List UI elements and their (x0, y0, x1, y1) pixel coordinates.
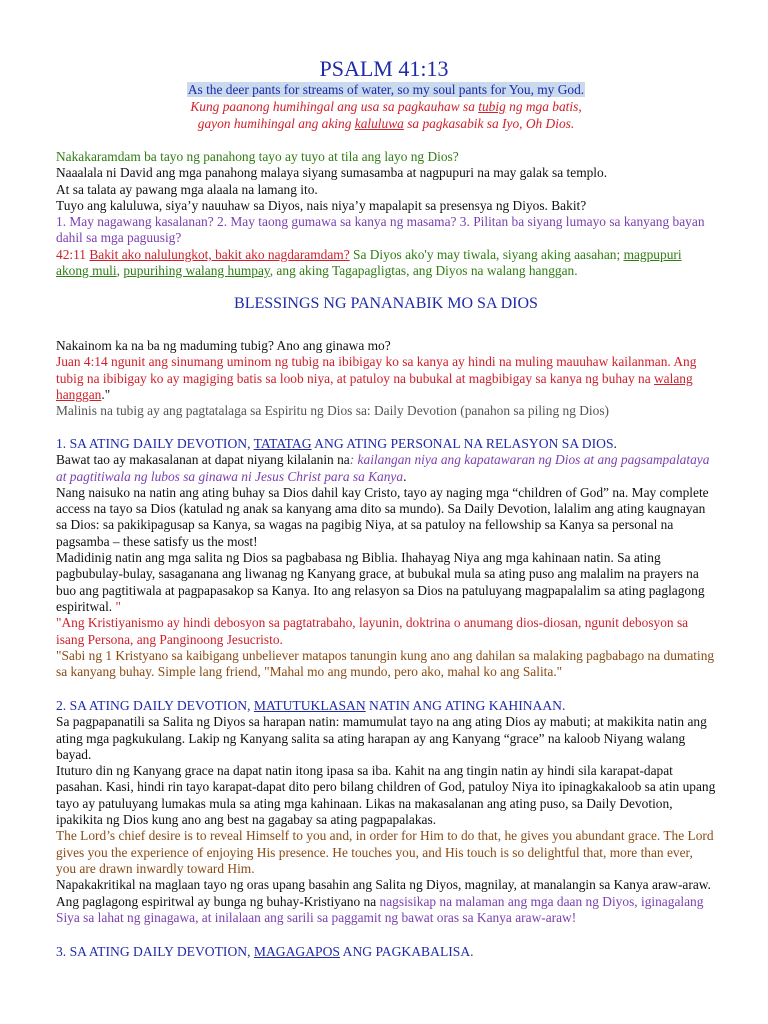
blessings-question: Nakainom ka na ba ng maduming tubig? Ano ang ginawa mo? (56, 338, 391, 353)
section-1-para-3 (56, 550, 716, 615)
blessings-section (56, 338, 716, 419)
para-text: " (112, 598, 121, 614)
intro-line: Naaalala ni David ang mga panahong malaya siyang sumasamba at nagpupuri na may galak sa templo. (56, 165, 608, 181)
para-text: . (403, 468, 407, 484)
section-2-para-4 (56, 877, 716, 926)
section-1-heading (56, 436, 716, 452)
heading-keyword: MATUTUKLASAN (253, 698, 366, 713)
para-text: Napakakritikal na maglaan tayo ng oras upang basahin ang Salita ng Diyos, magnilay, at manalangin sa Kanya araw-araw. Ang paglagong espiritwal ay bunga ng buhay-Kristiyano na (56, 877, 711, 909)
verse-underlined: magpupuri akong muli (56, 246, 682, 279)
verse-text: sa pagkasabik sa Iyo, Oh Dios. (403, 116, 575, 131)
section-1-para-1 (56, 452, 716, 485)
intro-questions: 1. May nagawang kasalanan? 2. May taong gumawa sa kanya ng masama? 3. Pilitan ba siyang lumayo sa kanyang bayan dahil sa mga paguusig? (56, 214, 705, 246)
verse-ref: 42:11 (56, 246, 90, 262)
john-4-14 (56, 354, 716, 403)
intro-question: Nakakaramdam ba tayo ng panahong tayo ay tuyo at tila ang layo ng Dios? (56, 149, 459, 164)
intro-line: At sa talata ay pawang mga alaala na lamang ito. (56, 181, 318, 197)
heading-text: . (613, 436, 617, 451)
verse-underlined-word: tubig (478, 99, 506, 114)
verse-text: , (116, 263, 124, 279)
heading-text: 3. SA ATING DAILY DEVOTION, (56, 944, 254, 959)
section-1-para-2: Nang naisuko na natin ang ating buhay sa Dios dahil kay Cristo, tayo ay naging mga “children of God” na. May complete access na tayo sa Dios (katulad ng anak sa kanyang ama dito sa mundo). Sa Daily Devotion, lalalim ang ating kaugnayan sa Dios: sa pakikipagusap sa Kanya, sa wagas na pagibig Niya, at sa patuloy na fellowship sa Kanya sa personal na pagsamba – these satisfy us the most! (56, 484, 709, 549)
heading-keyword: MAGAGAPOS (253, 944, 340, 959)
verse-text: Sa Diyos ako'y may tiwala, siyang aking aasahan; (349, 246, 624, 262)
para-italic: : kailangan niya ang kapatawaran ng Dios at ang pagsampalataya at pagtitiwala ng lubos sa ginawa ni Jesus Christ para sa Kanya (56, 452, 710, 484)
verse-underlined: pupurihing walang humpay (123, 263, 270, 279)
section-1 (56, 436, 716, 680)
verse-underlined-word: kaluluwa (354, 116, 404, 131)
para-text: Madidinig natin ang mga salita ng Dios sa pagbabasa ng Biblia. Ihahayag Niya ang mga kahinaan natin. Sa ating pagbubulay-bulay, sasaganana ang liwanag ng Kanyang grace, at bubukal mula sa ating puso ang malalim na prayers na buo ang pagtitiwala at pagpapasakop sa Kanya. Ito ang relasyon sa Dios na patuluyang magpapalalim sa ating paglagong espiritwal. (56, 550, 705, 614)
heading-text: NATIN ANG ATING KAHINAAN. (365, 698, 566, 713)
verse-question: Bakit ako nalulungkot, bakit ako nagdaramdam? (89, 246, 350, 262)
psalm-42-11 (56, 247, 716, 280)
verse-text: Juan 4:14 ngunit ang sinumang uminom ng tubig na ibibigay ko sa kanya ay hindi na muling mauuhaw kailanman. Ang tubig na ibibigay ko ay magiging batis sa loob niya, at patuloy na bubukal at magbibigay sa kanya ng buhay na (56, 354, 697, 386)
clean-water-line: Malinis na tubig ay ang pagtatalaga sa Espiritu ng Dios sa: Daily Devotion (panahon sa piling ng Dios) (56, 403, 610, 419)
verse-underlined: walang hanggan (56, 370, 693, 402)
section-3 (56, 944, 716, 960)
verse-english-text: As the deer pants for streams of water, so my soul pants for You, my God. (187, 82, 585, 97)
verse-text: , ang aking Tagapagligtas, ang Diyos na walang hanggan. (269, 263, 578, 279)
section-2-heading (56, 698, 716, 714)
section-1-quote: "Ang Kristiyanismo ay hindi debosyon sa pagtatrabaho, layunin, doktrina o anumang dios-diosan, ngunit debosyon sa isang Persona, ang Panginoong Jesucristo. (56, 615, 689, 647)
verse-text: ." (101, 386, 111, 402)
section-1-story: "Sabi ng 1 Kristyano sa kaibigang unbeliever matapos tanungin kung ano ang dahilan sa malaking pagbabago na dumating sa kanyang buhay. Simple lang friend, "Mahal mo ang mundo, pero ako, mahal ko ang Salita." (56, 647, 715, 680)
page-title: PSALM 41:13 (319, 56, 449, 81)
para-highlight: nagsisikap na malaman ang mga daan ng Diyos, iginagalang Siya sa lahat ng ginagawa, at inilalaan ang sarili sa paggamit ng bawat oras sa Kanya araw-araw! (56, 893, 704, 925)
heading-text: ANG PAGKABALISA. (339, 944, 474, 959)
section-3-heading (56, 944, 716, 960)
intro-line: Tuyo ang kaluluwa, siya’y nauuhaw sa Diyos, nais niya’y mapalapit sa presensya ng Diyos. Bakit? (56, 197, 587, 213)
heading-text: 1. SA ATING DAILY DEVOTION, (56, 436, 254, 451)
section-2-para-2: Ituturo din ng Kanyang grace na dapat natin itong ipasa sa iba. Kahit na ang tingin natin ay hindi sila karapat-dapat pasahan. Kasi, hindi rin tayo karapat-dapat dito pero bilang children of God, patuloy Niya ito ipinagkakaloob sa atin upang tayo ay patuluyang lumakas mula sa ating mga kahinaan. Likas na makasalanan ang ating puso, sa Daily Devotion, ipakikita ng Dios kung ano ang best na gagabay sa ating pagpapalakas. (56, 763, 716, 828)
verse-english (56, 82, 716, 98)
blessings-heading: BLESSINGS NG PANANABIK MO SA DIOS (234, 295, 538, 312)
verse-tagalog-line-2 (56, 116, 716, 132)
verse-text: ng mga batis, (505, 99, 582, 114)
intro-section (56, 149, 716, 279)
verse-text: gayon humihingal ang aking (197, 116, 355, 131)
heading-text: 2. SA ATING DAILY DEVOTION, (56, 698, 254, 713)
section-2-quote: The Lord’s chief desire is to reveal Himself to you and, in order for Him to do that, he gives you abundant grace. The Lord gives you the experience of enjoying His presence. He touches you, and His touch is so delightful that, more than ever, you are drawn inwardly toward Him. (56, 828, 714, 876)
verse-tagalog-line-1 (56, 99, 716, 115)
verse-text: Kung paanong humihingal ang usa sa pagkauhaw sa (190, 99, 479, 114)
heading-keyword: TATATAG (253, 436, 312, 451)
para-text: Bawat tao ay makasalanan at dapat niyang kilalanin na (56, 452, 350, 468)
section-2 (56, 698, 716, 926)
heading-text: ANG ATING PERSONAL NA RELASYON SA DIOS (311, 436, 614, 451)
section-2-para-1: Sa pagpapanatili sa Salita ng Diyos sa harapan natin: mamumulat tayo na ang ating Dios ay mabuti; at makikita natin ang ating mga pagkukulang. Lakip ng Kanyang salita sa ating harapan ay ang Kanyang “grace” na kaloob Niyang walang bayad. (56, 714, 707, 762)
